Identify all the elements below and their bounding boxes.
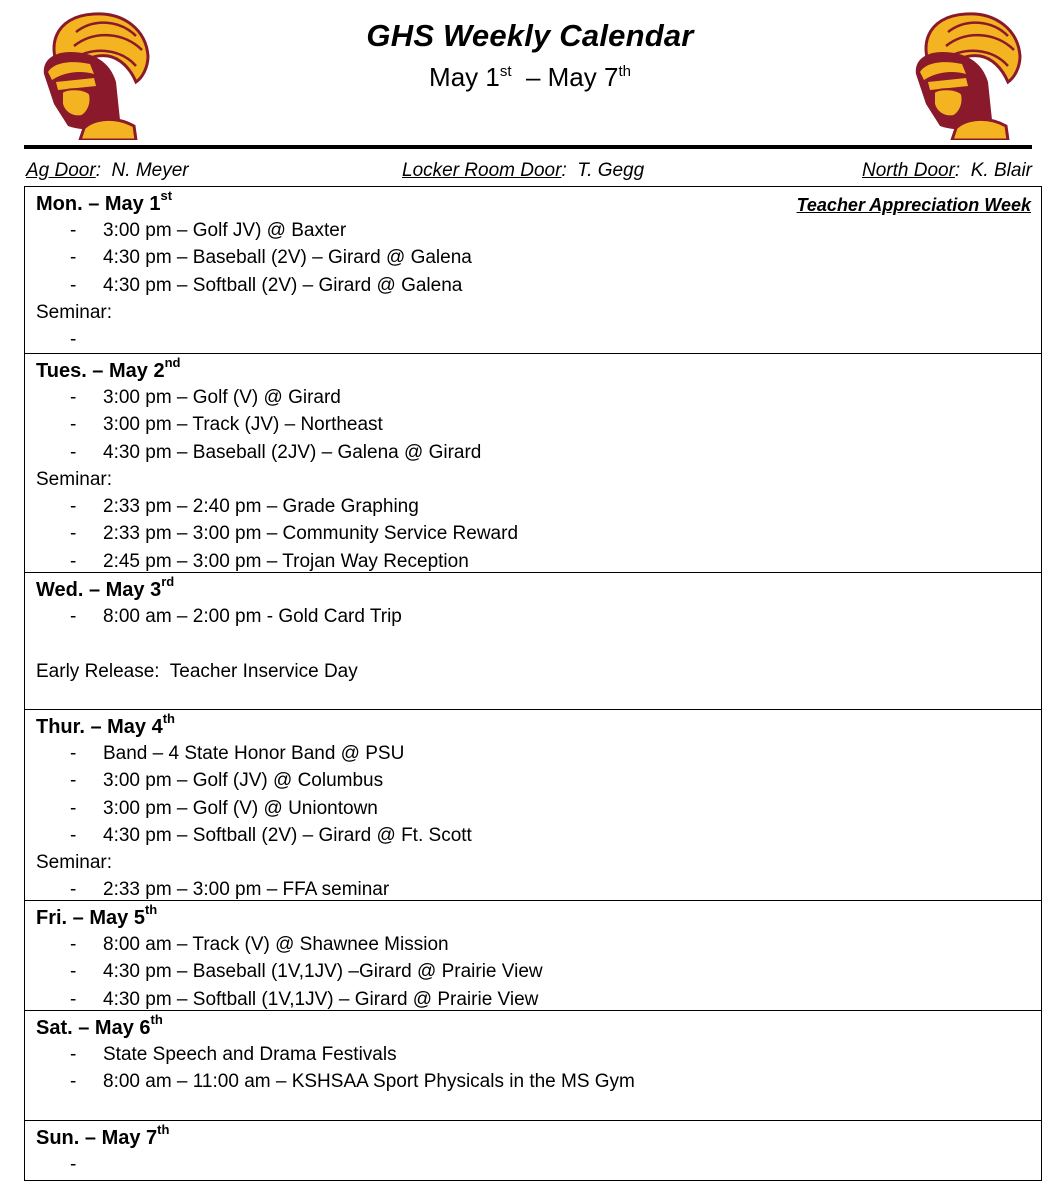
event-item: - 8:00 am – 2:00 pm - Gold Card Trip [70, 606, 402, 627]
day-heading: Sat. – May 6th [36, 1012, 163, 1039]
door-assignments [24, 160, 1034, 184]
day-block [25, 1010, 1041, 1120]
day-block [25, 1120, 1041, 1180]
event-item: - [70, 1154, 77, 1175]
day-heading: Sun. – May 7th [36, 1122, 170, 1149]
door-assignment: North Door: K. Blair [861, 160, 1032, 181]
event-item: - Band – 4 State Honor Band @ PSU [70, 743, 405, 764]
event-item: - 4:30 pm – Baseball (2V) – Girard @ Galena [70, 247, 472, 269]
seminar-label: Seminar: [36, 301, 113, 323]
event-item: - 4:30 pm – Softball (2V) – Girard @ Galena [70, 274, 463, 296]
event-item: - State Speech and Drama Festivals [70, 1044, 397, 1065]
event-item: - 2:33 pm – 2:40 pm – Grade Graphing [70, 496, 419, 518]
day-heading: Mon. – May 1st Teacher Appreciation Week [36, 187, 1041, 217]
event-item: - 8:00 am – 11:00 am – KSHSAA Sport Physicals in the MS Gym [70, 1071, 635, 1093]
event-item: - 4:30 pm – Baseball (1V,1JV) –Girard @ Prairie View [70, 961, 543, 983]
day-block [25, 709, 1041, 900]
day-block [25, 353, 1041, 572]
event-item: - 4:30 pm – Baseball (2JV) – Galena @ Girard [70, 441, 482, 463]
header-divider [24, 145, 1032, 149]
day-heading: Thur. – May 4th [36, 711, 175, 738]
page-title: GHS Weekly Calendar [366, 18, 694, 53]
event-item: - 3:00 pm – Golf (V) @ Uniontown [70, 797, 378, 819]
date-range: May 1st – May 7th [429, 62, 631, 92]
day-block [25, 187, 1041, 353]
seminar-label: Seminar: [36, 852, 113, 874]
day-block [25, 900, 1041, 1010]
event-item: - 4:30 pm – Softball (1V,1JV) – Girard @ Prairie View [70, 988, 539, 1010]
day-heading: Fri. – May 5th [36, 902, 158, 929]
event-item: - 8:00 am – Track (V) @ Shawnee Mission [70, 934, 449, 955]
event-item: - 2:33 pm – 3:00 pm – FFA seminar [70, 879, 390, 901]
event-item: - 3:00 pm – Golf (V) @ Girard [70, 387, 341, 408]
early-release-note: Early Release: Teacher Inservice Day [36, 660, 358, 682]
door-assignment: Ag Door: N. Meyer [26, 160, 189, 181]
door-assignment: Locker Room Door: T. Gegg [402, 160, 645, 181]
event-item: - [70, 329, 77, 351]
day-heading: Tues. – May 2nd [36, 355, 181, 382]
event-item: - 3:00 pm – Golf (JV) @ Columbus [70, 770, 384, 792]
day-block [25, 572, 1041, 709]
event-item: - 4:30 pm – Softball (2V) – Girard @ Ft. Scott [70, 824, 472, 846]
weekly-calendar-table [24, 186, 1042, 1181]
event-item: - 3:00 pm – Track (JV) – Northeast [70, 414, 383, 436]
event-item: - 3:00 pm – Golf JV) @ Baxter [70, 220, 347, 241]
event-item: - 2:45 pm – 3:00 pm – Trojan Way Reception [70, 550, 469, 572]
seminar-label: Seminar: [36, 468, 113, 490]
event-item: - 2:33 pm – 3:00 pm – Community Service Reward [70, 523, 519, 545]
day-heading: Wed. – May 3rd [36, 574, 175, 601]
week-note: Teacher Appreciation Week [796, 195, 1031, 215]
